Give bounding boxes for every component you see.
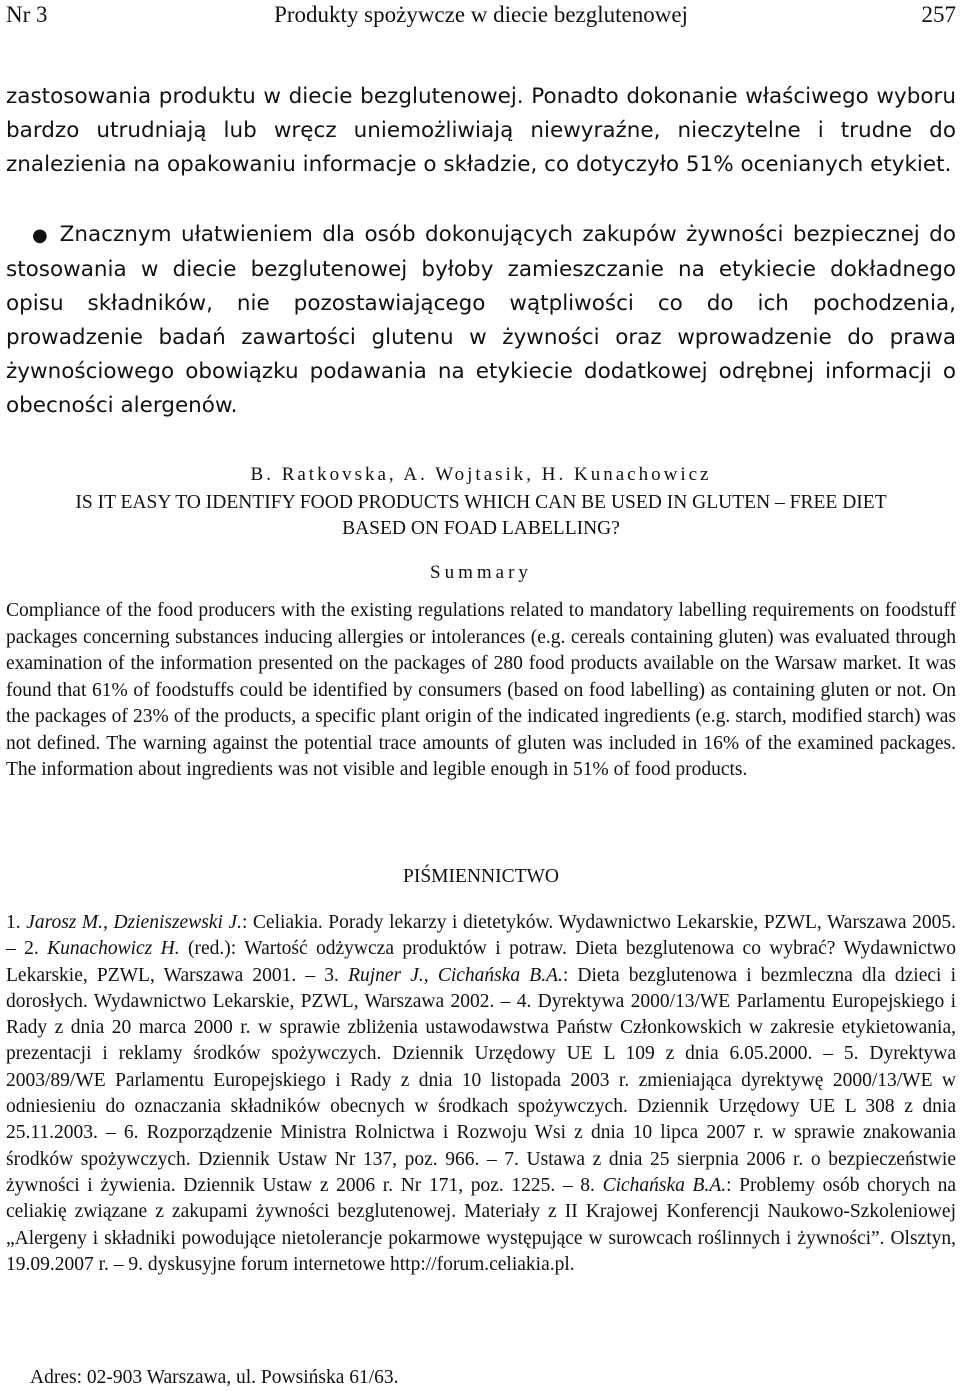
ref-3-authors: Rujner J., Cichańska B.A. (348, 964, 563, 986)
ref-2-text: (red.): Wartość odżywcza produktów i potraw. Dieta bezglutenowa co wybrać? Wydawnictwo Lekarskie, PZWL, Warszawa 2001. – 3. (6, 938, 956, 986)
ref-8-authors: Cichańska B.A. (602, 1174, 727, 1196)
english-title-line-2: BASED ON FOAD LABELLING? (342, 518, 620, 539)
english-authors: B. Ratkovska, A. Wojtasik, H. Kunachowicz (250, 464, 712, 485)
running-title: Produkty spożywcze w diecie bezglutenowej (274, 2, 688, 27)
journal-issue: Nr 3 (6, 2, 48, 27)
ref-1-text: : Celiakia. Porady lekarzy i dietetyków. Wydawnictwo Lekarskie, PZWL, Warszawa 2005. – 2. (6, 912, 957, 960)
page-number: 257 (921, 2, 956, 27)
ref-2-authors: Kunachowicz H. (47, 938, 180, 960)
conclusion-text: Znacznym ułatwieniem dla osób dokonujących zakupów żywności bezpiecznej do stosowania w diecie bezglutenowej byłoby zamieszczanie na etykiecie dokładnego opisu składników, nie pozostawiającego wątpliwości co do ich pochodzenia, prowadzenie badań zawartości glutenu w żywności oraz wprowadzenie do prawa żywnościowego obowiązku podawania na etykiecie dodatkowej odrębnej informacji o obecności alergenów. (6, 222, 956, 418)
summary-text: Compliance of the food producers with the existing regulations related to mandatory labelling requirements on foodstuff packages concerning substances inducing allergies or intolerances (e.g. cereals containing gluten) was evaluated through examination of the information presented on the packages of 280 food products available on the Warsaw market. It was found that 61% of foodstuffs could be identified by consumers (based on food labelling) as containing gluten or not. On the packages of 23% of the products, a specific plant origin of the indicated ingredients (e.g. starch, modified starch) was not defined. The warning against the potential trace amounts of gluten was included in 16% of the examined packages. The information about ingredients was not visible and legible enough in 51% of food products. (6, 600, 956, 780)
running-header (6, 2, 956, 32)
summary-heading: Summary (430, 562, 532, 583)
ref-1-authors: Jarosz M., Dzieniszewski J. (26, 912, 242, 933)
english-title (6, 490, 956, 542)
references-list (6, 910, 956, 1278)
body-paragraph-1: zastosowania produktu w diecie bezglutenowej. Ponadto dokonanie właściwego wyboru bardzo utrudniają lub wręcz uniemożliwiają niewyraźne, nieczytelne i trudne do znalezienia na opakowaniu informacje o składzie, co dotyczyło 51% ocenianych etykiet. (6, 84, 956, 177)
ref-1-number: 1. (6, 912, 27, 933)
author-address: Adres: 02-903 Warszawa, ul. Powsińska 61/63. (30, 1367, 399, 1388)
body-paragraph-2 (6, 218, 956, 423)
ref-8-9-text: : Problemy osób chorych na celiakię związane z zakupami żywności bezglutenowej. Materiały z II Krajowej Konferencji Naukowo-Szkoleniowej „Alergeny i składniki powodujące nietolerancje pokarmowe występujące w surowcach roślinnych i żywności”. Olsztyn, 19.09.2007 r. – 9. dyskusyjne forum internetowe http://forum.celiakia.pl. (6, 1174, 956, 1275)
conclusion-paragraph (6, 218, 956, 423)
ref-3-7-text: : Dieta bezglutenowa i bezmleczna dla dzieci i dorosłych. Wydawnictwo Lekarskie, PZWL, Warszawa 2002. – 4. Dyrektywa 2000/13/WE Parlamentu Europejskiego i Rady z dnia 20 marca 2000 r. w sprawie zbliżenia ustawodawstwa Państw Członkowskich w zakresie etykietowania, prezentacji i reklamy środków spożywczych. Dziennik Urzędowy UE L 109 z dnia 6.05.2000. – 5. Dyrektywa 2003/89/WE Parlamentu Europejskiego i Rady z dnia 10 listopada 2003 r. zmieniająca dyrektywę 2000/13/WE w odniesieniu do oznaczania składników obecnych w środkach spożywczych. Dziennik Urzędowy UE L 308 z dnia 25.11.2003. – 6. Rozporządzenie Ministra Rolnictwa i Rozwoju Wsi z dnia 10 lipca 2007 r. w sprawie znakowania środków spożywczych. Dziennik Ustaw Nr 137, poz. 966. – 7. Ustawa z dnia 25 sierpnia 2006 r. o bezpieczeństwie żywności i żywienia. Dziennik Ustaw z 2006 r. Nr 171, poz. 1225. – 8. (6, 964, 956, 1196)
bullet-icon: ● (32, 225, 51, 246)
english-title-line-1: IS IT EASY TO IDENTIFY FOOD PRODUCTS WHICH CAN BE USED IN GLUTEN – FREE DIET (75, 492, 887, 513)
references-heading: PIŚMIENNICTWO (403, 866, 559, 887)
